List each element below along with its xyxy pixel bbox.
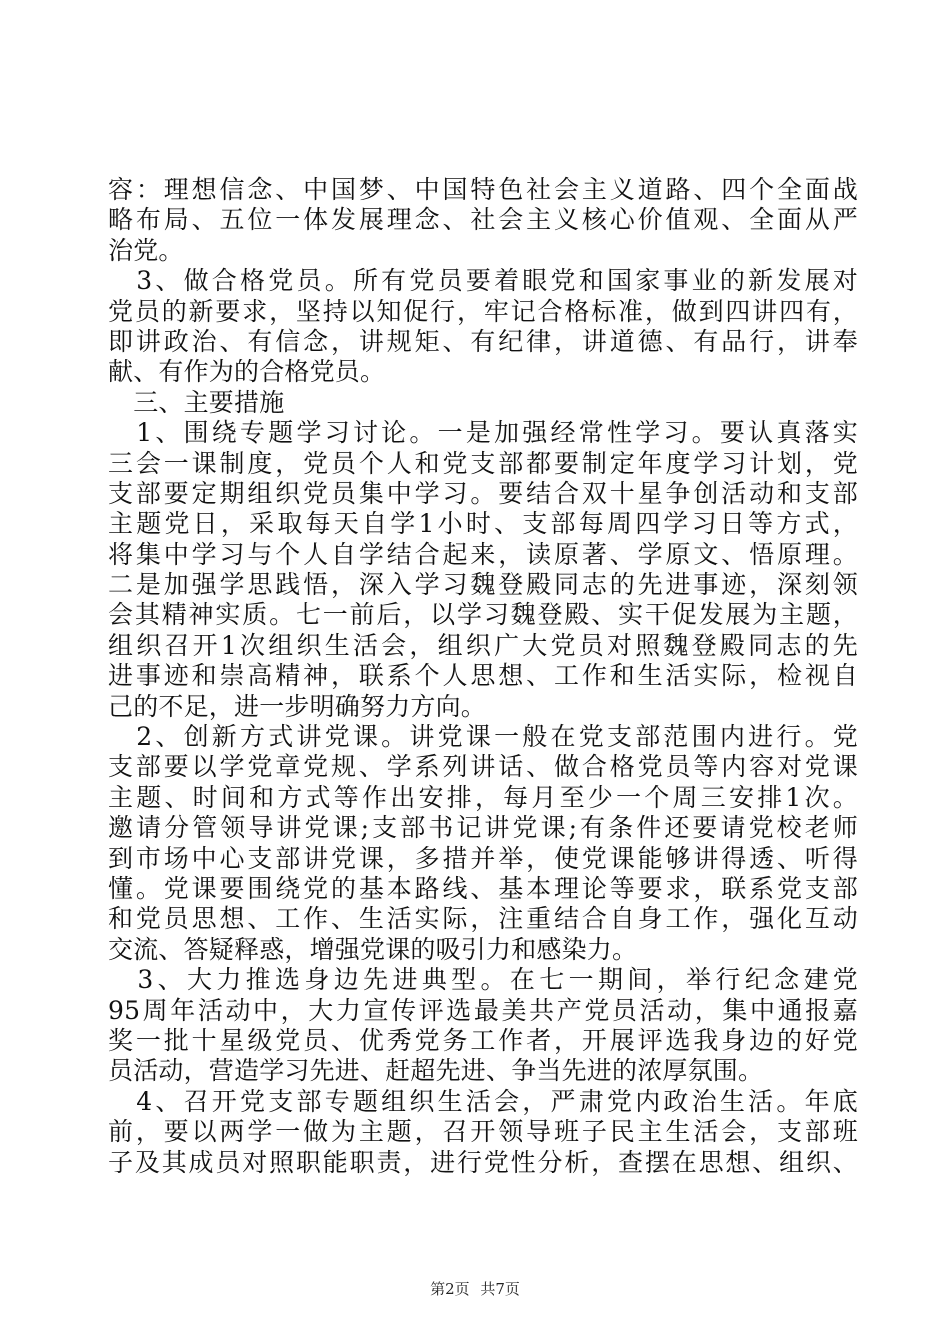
text-line: 支部要以学党章党规、学系列讲话、做合格党员等内容对党课 xyxy=(108,752,858,782)
text-line: 党员的新要求，坚持以知促行，牢记合格标准，做到四讲四有， xyxy=(108,296,858,326)
text-line: 95周年活动中，大力宣传评选最美共产党员活动，集中通报嘉 xyxy=(108,995,858,1025)
text-line: 员活动，营造学习先进、赶超先进、争当先进的浓厚氛围。 xyxy=(108,1056,764,1086)
page-number: 第2页 xyxy=(430,1280,470,1298)
text-line: 会其精神实质。七一前后，以学习魏登殿、实干促发展为主题， xyxy=(108,600,858,630)
text-line: 前，要以两学一做为主题，召开领导班子民主生活会，支部班 xyxy=(108,1117,858,1147)
text-line: 献、有作为的合格党员。 xyxy=(108,357,386,387)
text-line: 容：理想信念、中国梦、中国特色社会主义道路、四个全面战 xyxy=(108,175,858,204)
text-line: 三会一课制度，党员个人和党支部都要制定年度学习计划，党 xyxy=(108,448,858,478)
text-line: 奖一批十星级党员、优秀党务工作者，开展评选我身边的好党 xyxy=(108,1025,858,1055)
text-line: 二是加强学思践悟，深入学习魏登殿同志的先进事迹，深刻领 xyxy=(108,570,858,600)
text-line: 主题党日，采取每天自学1小时、支部每周四学习日等方式， xyxy=(108,509,858,539)
text-line: 到市场中心支部讲党课，多措并举，使党课能够讲得透、听得 xyxy=(108,843,858,873)
text-line: 己的不足，进一步明确努力方向。 xyxy=(108,691,487,721)
text-line: 和党员思想、工作、生活实际，注重结合自身工作，强化互动 xyxy=(108,904,858,934)
text-line: 3、大力推选身边先进典型。在七一期间，举行纪念建党 xyxy=(108,965,858,995)
text-line: 邀请分管领导讲党课;支部书记讲党课;有条件还要请党校老师 xyxy=(108,813,858,843)
text-line: 1、围绕专题学习讨论。一是加强经常性学习。要认真落实 xyxy=(108,418,858,448)
document-body xyxy=(108,175,858,1178)
text-line: 即讲政治、有信念，讲规矩、有纪律，讲道德、有品行，讲奉 xyxy=(108,326,858,356)
text-line: 三、主要措施 xyxy=(108,387,285,417)
text-line: 2、创新方式讲党课。讲党课一般在党支部范围内进行。党 xyxy=(108,722,858,752)
text-line: 懂。党课要围绕党的基本路线、基本理论等要求，联系党支部 xyxy=(108,873,858,903)
text-line: 4、召开党支部专题组织生活会，严肃党内政治生活。年底 xyxy=(108,1086,858,1116)
text-line: 主题、时间和方式等作出安排，每月至少一个周三安排1次。 xyxy=(108,782,858,812)
text-line: 支部要定期组织党员集中学习。要结合双十星争创活动和支部 xyxy=(108,478,858,508)
page-total: 共7页 xyxy=(480,1280,520,1298)
text-line: 组织召开1次组织生活会，组织广大党员对照魏登殿同志的先 xyxy=(108,630,858,660)
text-line: 将集中学习与个人自学结合起来，读原著、学原文、悟原理。 xyxy=(108,539,858,569)
text-line: 交流、答疑释惑，增强党课的吸引力和感染力。 xyxy=(108,934,638,964)
text-line: 进事迹和崇高精神，联系个人思想、工作和生活实际，检视自 xyxy=(108,661,858,691)
text-line: 治党。 xyxy=(108,235,184,265)
text-line: 3、做合格党员。所有党员要着眼党和国家事业的新发展对 xyxy=(108,266,858,296)
text-line: 略布局、五位一体发展理念、社会主义核心价值观、全面从严 xyxy=(108,205,858,235)
page-footer xyxy=(0,1278,950,1299)
text-line: 子及其成员对照职能职责，进行党性分析，查摆在思想、组织、 xyxy=(108,1147,858,1177)
